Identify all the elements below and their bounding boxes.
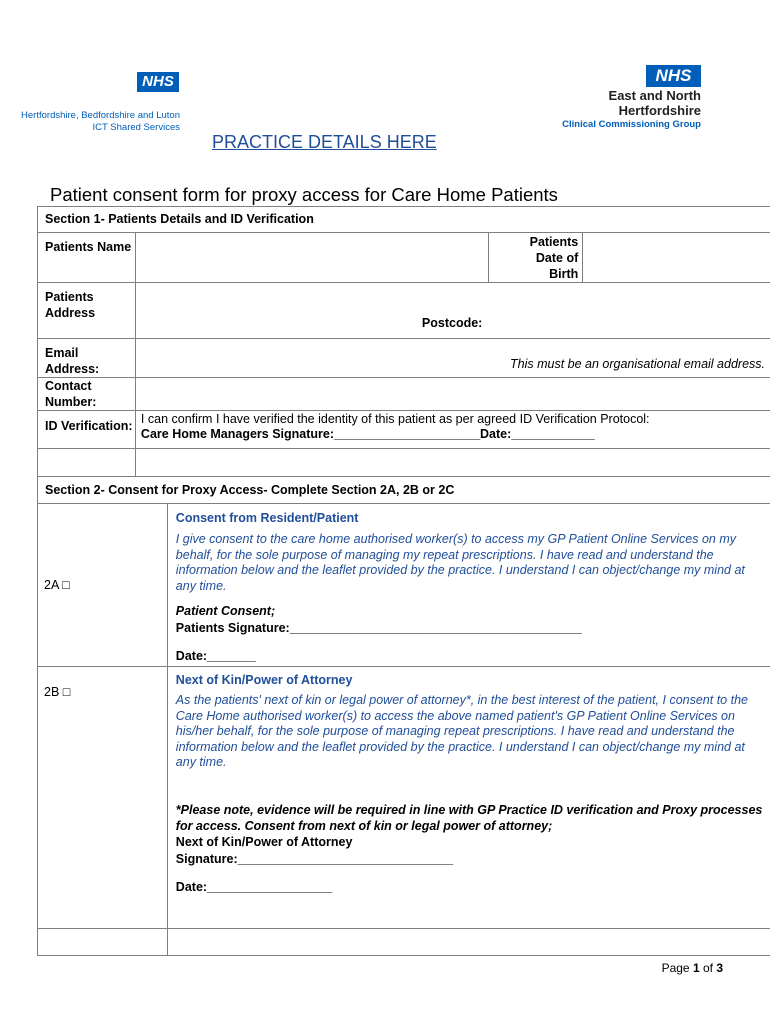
empty-cell-right [135, 449, 770, 477]
postcode-label: Postcode: [421, 316, 483, 330]
section2a-label-cell [38, 504, 168, 667]
patient-signature-line[interactable]: Patients Signature:__________________________________________ [175, 621, 582, 635]
trailing-empty-left [38, 929, 168, 956]
org-name-right-line2: Hertfordshire [618, 103, 701, 118]
org-name-left-line2: ICT Shared Services [92, 122, 180, 133]
page-of: of [699, 961, 717, 975]
section2b-label-cell [38, 667, 168, 929]
email-label-text: Email Address: [45, 346, 100, 376]
patient-date-line[interactable]: Date:_______ [175, 649, 256, 663]
section2-header [38, 477, 770, 504]
email-label [38, 339, 136, 378]
section1-header-text: Section 1- Patients Details and ID Verification [45, 212, 314, 226]
org-name-right-line3: Clinical Commissioning Group [562, 119, 701, 130]
evidence-note: *Please note, evidence will be required in line with GP Practice ID verification and Proxy processes for access. Consent from next of kin or legal power of attorney; [175, 802, 763, 833]
patient-name-field[interactable] [135, 233, 488, 283]
contact-number-field[interactable] [135, 378, 770, 411]
contact-number-label-text: Contact Number: [45, 379, 97, 409]
id-verification-field [135, 411, 770, 449]
page-number [662, 961, 723, 975]
patient-name-label [38, 233, 136, 283]
patient-address-field[interactable] [135, 283, 770, 339]
patient-name-label-text: Patients Name [45, 240, 132, 254]
contact-number-label [38, 378, 136, 411]
section2b-text: As the patients' next of kin or legal power of attorney*, in the best interest of the patient, I consent to the Care Home authorised worker(s) to access the above named patient's GP Patient Online Services on his/her behalf, for the sole purpose of managing repeat prescriptions. I have read and understand the information below and the leaflet provided by the practice. I understand I can object/change my mind at any time. [175, 693, 748, 769]
nok-date-line[interactable]: Date:__________________ [175, 879, 333, 894]
id-verification-label-text: ID Verification: [45, 419, 133, 433]
consent-form-table [37, 206, 770, 956]
section2a-checkbox[interactable]: 2A □ [44, 578, 70, 592]
trailing-empty-right [167, 929, 770, 956]
patient-dob-label [489, 233, 583, 283]
email-note: This must be an organisational email address. [510, 357, 765, 371]
org-name-left-line1: Hertfordshire, Bedfordshire and Luton [21, 110, 180, 121]
section2b-content [167, 667, 770, 929]
form-title: Patient consent form for proxy access for Care Home Patients [50, 184, 558, 205]
org-name-left [15, 110, 180, 134]
section2a-content [167, 504, 770, 667]
patient-dob-label-text: Patients Date of Birth [529, 235, 579, 281]
section2a-text: I give consent to the care home authorised worker(s) to access my GP Patient Online Services on my behalf, for the sole purpose of managing my repeat prescriptions. I have read and understand the information below and the leaflet provided by the practice. I understand I can object/change my mind at any time. [175, 532, 745, 593]
patient-dob-field[interactable] [583, 233, 770, 283]
patient-consent-label: Patient Consent; [175, 604, 276, 618]
id-verification-label [38, 411, 136, 449]
section2b-title: Next of Kin/Power of Attorney [175, 673, 353, 687]
manager-signature-line[interactable]: Care Home Managers Signature:_____________________Date:____________ [140, 427, 595, 441]
page-current: 1 [692, 961, 700, 975]
section2-header-text: Section 2- Consent for Proxy Access- Complete Section 2A, 2B or 2C [45, 483, 455, 497]
nok-signature-label: Next of Kin/Power of Attorney [175, 834, 353, 849]
nhs-logo-right: NHS [646, 65, 701, 87]
page-prefix: Page [661, 961, 693, 975]
section1-header [38, 207, 770, 233]
page-total: 3 [716, 961, 723, 975]
section2b-checkbox[interactable]: 2B □ [44, 685, 71, 699]
nhs-logo-left: NHS [137, 72, 179, 92]
org-name-right-line1: East and North [608, 88, 701, 103]
email-field[interactable] [135, 339, 770, 378]
practice-details: PRACTICE DETAILS HERE [212, 132, 437, 152]
patient-address-label [38, 283, 136, 339]
org-name-right [540, 88, 701, 131]
id-confirm-text: I can confirm I have verified the identity of this patient as per agreed ID Verification Protocol: [140, 412, 650, 426]
empty-cell-left [38, 449, 136, 477]
section2a-title: Consent from Resident/Patient [175, 511, 359, 525]
patient-address-label-text: Patients Address [45, 290, 96, 320]
nok-signature-line[interactable]: Signature:_______________________________ [175, 851, 454, 866]
